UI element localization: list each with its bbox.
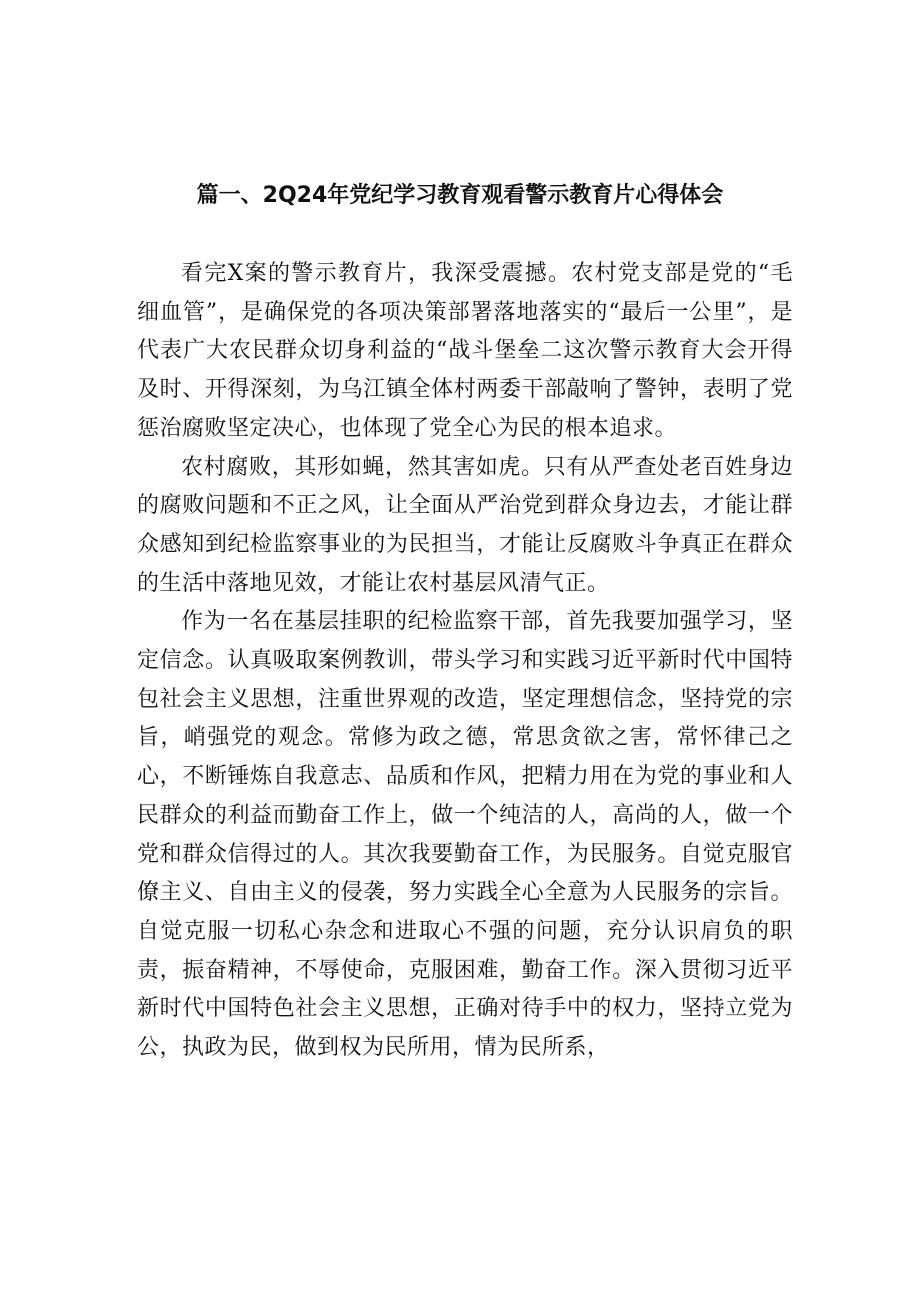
paragraph-1: 看完X案的警示教育片，我深受震撼。农村党支部是党的“毛细血管”，是确保党的各项决策部署落地落实的“最后一公里”，是代表广大农民群众切身利益的“战斗堡垒二这次警示教育大会开得及时、开得深刻，为乌江镇全体村两委干部敲响了警钟，表明了党惩治腐败坚定决心，也体现了党全心为民的根本追求。 — [137, 261, 793, 441]
document-title: 篇一、2Q24年党纪学习教育观看警示教育片心得体会 — [196, 183, 724, 208]
document-body — [137, 255, 793, 1068]
paragraph-2: 农村腐败，其形如蝇，然其害如虎。只有从严查处老百姓身边的腐败问题和不正之风，让全面从严治党到群众身边去，才能让群众感知到纪检监察事业的为民担当，才能让反腐败斗争真正在群众的生活中落地见效，才能让农村基层风清气正。 — [137, 454, 793, 596]
paragraph-3: 作为一名在基层挂职的纪检监察干部，首先我要加强学习，坚定信念。认真吸取案例教训，带头学习和实践习近平新时代中国特包社会主义思想，注重世界观的改造，坚定理想信念，坚持党的宗旨，峭强党的观念。常修为政之德，常思贪欲之害，常怀律己之心，不断锤炼自我意志、品质和作风，把精力用在为党的事业和人民群众的利益而勤奋工作上，做一个纯洁的人，高尚的人，做一个党和群众信得过的人。其次我要勤奋工作，为民服务。自觉克服官僚主义、自由主义的侵袭，努力实践全心全意为人民服务的宗旨。自觉克服一切私心杂念和进取心不强的问题，充分认识肩负的职责，振奋精神，不辱使命，克服困难，勤奋工作。深入贯彻习近平新时代中国特色社会主义思想，正确对待手中的权力，坚持立党为公，执政为民，做到权为民所用，情为民所系， — [137, 609, 793, 1061]
